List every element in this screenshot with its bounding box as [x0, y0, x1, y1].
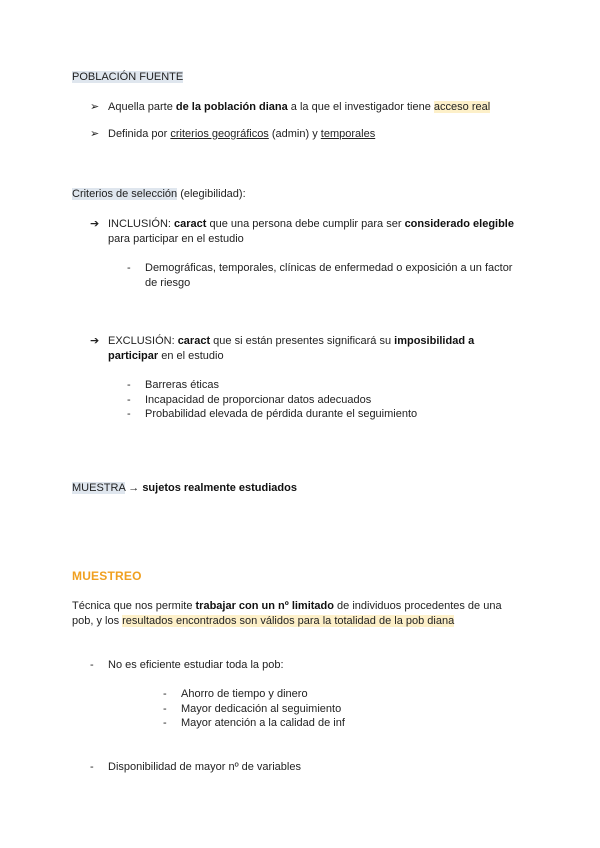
arrowhead-bullet-icon: ➢	[90, 128, 100, 140]
inclusion-sub-item: - Demográficas, temporales, clínicas de enfermedad o exposición a un factor	[127, 262, 513, 274]
exclusion-sub-item: - Barreras éticas	[127, 379, 219, 391]
criterios-heading: Criterios de selección (elegibilidad):	[72, 188, 246, 200]
muestreo-sub-item: - Mayor atención a la calidad de inf	[163, 717, 345, 729]
poblacion-item-2: ➢ Definida por criterios geográficos (admin) y temporales	[90, 128, 376, 140]
inclusion-sub-item-cont: de riesgo	[145, 277, 191, 289]
arrow-bullet-icon: ➔	[90, 335, 100, 347]
muestreo-point-1: - No es eficiente estudiar toda la pob:	[90, 659, 284, 671]
exclusion-line-2: participar en el estudio	[108, 350, 224, 362]
poblacion-heading: POBLACIÓN FUENTE	[72, 71, 184, 83]
exclusion-line-1: ➔ EXCLUSIÓN: caract que si están presentes significará su imposibilidad a	[90, 335, 475, 347]
muestreo-paragraph-line-1: Técnica que nos permite trabajar con un nº limitado de individuos procedentes de una	[72, 600, 502, 612]
dash-bullet-icon: -	[90, 761, 94, 773]
dash-bullet-icon: -	[163, 717, 167, 729]
arrowhead-bullet-icon: ➢	[90, 101, 100, 113]
muestreo-heading: MUESTREO	[72, 569, 142, 583]
inclusion-line-1: ➔ INCLUSIÓN: caract que una persona debe cumplir para ser considerado elegible	[90, 218, 514, 230]
dash-bullet-icon: -	[127, 408, 131, 420]
dash-bullet-icon: -	[127, 262, 131, 274]
inclusion-line-2: para participar en el estudio	[108, 233, 244, 245]
dash-bullet-icon: -	[127, 394, 131, 406]
muestra-line: MUESTRA → sujetos realmente estudiados	[72, 482, 297, 494]
muestreo-sub-item: - Mayor dedicación al seguimiento	[163, 703, 342, 715]
muestreo-point-2: - Disponibilidad de mayor nº de variables	[90, 761, 301, 773]
dash-bullet-icon: -	[90, 659, 94, 671]
dash-bullet-icon: -	[127, 379, 131, 391]
muestreo-paragraph-line-2: pob, y los resultados encontrados son válidos para la totalidad de la pob diana	[72, 615, 455, 627]
muestreo-sub-item: - Ahorro de tiempo y dinero	[163, 688, 308, 700]
arrow-bullet-icon: ➔	[90, 218, 100, 230]
exclusion-sub-item: - Probabilidad elevada de pérdida durante el seguimiento	[127, 408, 418, 420]
dash-bullet-icon: -	[163, 688, 167, 700]
poblacion-item-1: ➢ Aquella parte de la población diana a la que el investigador tiene acceso real	[90, 101, 491, 113]
exclusion-sub-item: - Incapacidad de proporcionar datos adecuados	[127, 394, 372, 406]
dash-bullet-icon: -	[163, 703, 167, 715]
